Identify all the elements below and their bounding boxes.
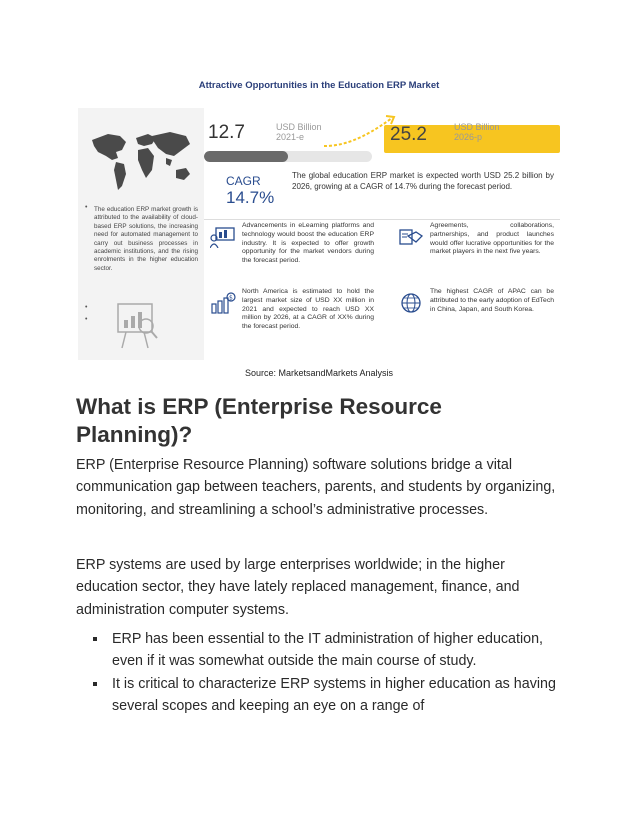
cagr-value: 14.7% bbox=[226, 188, 275, 207]
stat-2021-unit: USD Billion bbox=[276, 122, 322, 132]
analytics-board-icon bbox=[114, 300, 160, 352]
bullet-square-icon bbox=[93, 637, 97, 641]
stat-2021-year: 2021-e bbox=[276, 132, 305, 142]
bullet-dot: • bbox=[85, 316, 88, 323]
feature-text: Advancements in eLearning platforms and technology would boost the education ERP industry. It is expected to offer growth opportunity for the market vendors during the forecast period. bbox=[242, 222, 374, 265]
cagr-description: The global education ERP market is expected worth USD 25.2 billion by 2026, growing at a CAGR of 14.7% during the forecast period. bbox=[292, 171, 554, 191]
section-heading: What is ERP (Enterprise Resource Planning)? bbox=[76, 394, 442, 447]
bullet-square-icon bbox=[93, 682, 97, 686]
feature-text: North America is estimated to hold the largest market size of USD XX million in 2021 and expected to reach USD XX million by 2026, at a CAGR of XX% during the forecast period. bbox=[242, 288, 374, 331]
handshake-icon bbox=[398, 226, 424, 248]
paragraph: ERP (Enterprise Resource Planning) software solutions bridge a vital communication gap between teachers, parents, and students by organizing, monitoring, and streamlining a school’s administrative processes. bbox=[76, 457, 556, 518]
globe-icon bbox=[398, 292, 424, 314]
cagr-label: CAGR bbox=[226, 174, 261, 188]
bar-2021-progress bbox=[204, 151, 372, 162]
svg-text:$: $ bbox=[229, 294, 233, 302]
divider bbox=[204, 219, 560, 220]
infographic bbox=[78, 108, 560, 360]
bullet-list bbox=[90, 628, 560, 717]
list-item bbox=[90, 628, 560, 673]
elearning-icon bbox=[210, 226, 236, 248]
list-item-text: ERP has been essential to the IT administration of higher education, even if it was somewhat outside the main course of study. bbox=[112, 631, 544, 670]
infographic-right-panel bbox=[204, 108, 560, 360]
list-item bbox=[90, 673, 560, 718]
bar-2021-fill bbox=[204, 151, 288, 162]
feature-text: Agreements, collaborations, partnerships, and product launches would offer lucrative opportunities for the market players in the next five years. bbox=[430, 222, 554, 256]
stat-2021-value: 12.7 bbox=[208, 122, 245, 143]
list-item-text: It is critical to characterize ERP systems in higher education as having several scopes and keeping an eye on a range of bbox=[112, 675, 556, 714]
growth-chart-icon bbox=[210, 292, 236, 314]
stat-2026-value: 25.2 bbox=[390, 124, 427, 145]
stat-2026-unit: USD Billion bbox=[454, 122, 500, 132]
bullet-dot: • bbox=[85, 204, 88, 211]
bullet-dot: • bbox=[85, 304, 88, 311]
feature-text: The highest CAGR of APAC can be attributed to the early adoption of EdTech in China, Japan, and South Korea. bbox=[430, 288, 554, 313]
world-map-icon bbox=[86, 126, 196, 196]
paragraph: ERP systems are used by large enterprises worldwide; in the higher education sector, they have lately replaced management, finance, and administration computer systems. bbox=[76, 557, 520, 618]
stat-2026-year: 2026-p bbox=[454, 132, 483, 142]
infographic-left-panel bbox=[78, 108, 200, 360]
left-description: The education ERP market growth is attributed to the availability of cloud-based ERP solutions, the increasing need for automated management to carry out business processes in academic institutions, and the rising enrolments in the higher education sector. bbox=[94, 206, 198, 272]
source-caption: Source: MarketsandMarkets Analysis bbox=[244, 368, 394, 378]
infographic-title: Attractive Opportunities in the Education ERP Market bbox=[198, 80, 440, 91]
